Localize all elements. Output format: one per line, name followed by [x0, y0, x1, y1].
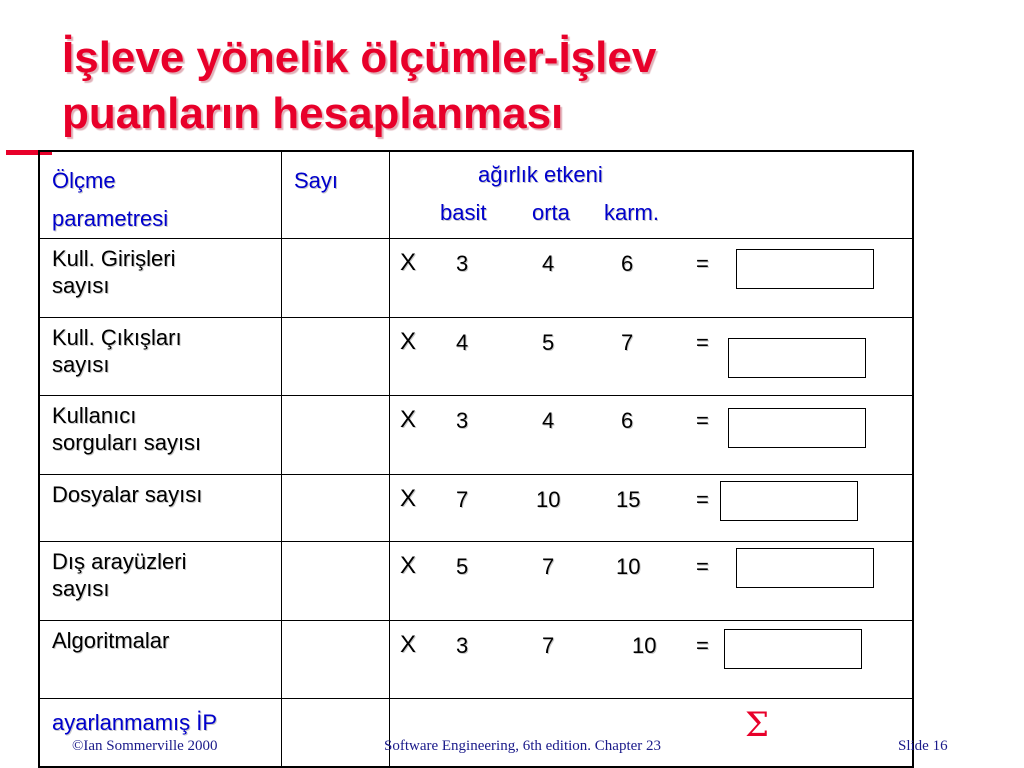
row-parameter-line-2: sorguları sayısı — [52, 430, 202, 455]
row-complex-weight: 6 — [621, 408, 634, 433]
row-simple-weight: 7 — [456, 487, 469, 512]
function-point-table — [38, 150, 914, 768]
row-result-box[interactable] — [736, 249, 874, 289]
row-result-box[interactable] — [720, 481, 858, 521]
row-multiply-sign: X — [400, 485, 417, 512]
header-parameter-cell — [39, 151, 282, 239]
table-header-row — [39, 151, 913, 239]
table-row — [39, 542, 913, 621]
row-simple-weight: 3 — [456, 633, 469, 658]
row-parameter-line-1: Kull. Girişleri — [52, 246, 176, 271]
row-average-weight: 4 — [542, 408, 555, 433]
header-simple-label: basit — [440, 200, 487, 225]
header-count-cell — [282, 151, 390, 239]
row-multiply-sign: X — [400, 552, 417, 579]
footer-book-title: Software Engineering, 6th edition. Chapter 23 — [384, 738, 662, 754]
table-row — [39, 621, 913, 699]
row-result-box[interactable] — [736, 548, 874, 588]
row-complex-weight: 10 — [632, 633, 657, 658]
row-count-cell — [282, 542, 390, 621]
row-average-weight: 4 — [542, 251, 555, 276]
table-row — [39, 475, 913, 542]
row-equals-sign: = — [696, 487, 709, 512]
row-parameter-line-1: Kullanıcı — [52, 403, 137, 428]
row-multiply-sign: X — [400, 631, 417, 658]
row-count-cell — [282, 621, 390, 699]
sigma-symbol: Σ — [745, 705, 770, 745]
row-result-box[interactable] — [724, 629, 862, 669]
row-parameter-line-1: Kull. Çıkışları — [52, 325, 182, 350]
row-parameter-line-2: sayısı — [52, 352, 110, 377]
row-multiply-sign: X — [400, 328, 417, 355]
row-multiply-sign: X — [400, 406, 417, 433]
row-equals-sign: = — [696, 408, 709, 433]
row-complex-weight: 15 — [616, 487, 641, 512]
row-average-weight: 7 — [542, 554, 555, 579]
row-parameter-line-1: Dış arayüzleri — [52, 549, 187, 574]
row-count-cell — [282, 475, 390, 542]
header-weight-cell — [390, 151, 914, 239]
table-row — [39, 318, 913, 396]
row-parameter-line-2: sayısı — [52, 273, 110, 298]
row-average-weight: 10 — [536, 487, 561, 512]
footer-slide-number: Slide 16 — [898, 738, 948, 754]
row-multiply-sign: X — [400, 249, 417, 276]
row-equals-sign: = — [696, 251, 709, 276]
table-total-row — [39, 699, 913, 767]
row-parameter-line-1: Dosyalar sayısı — [52, 482, 203, 507]
header-count-label: Sayı — [294, 168, 339, 193]
row-simple-weight: 4 — [456, 330, 469, 355]
row-parameter-line-2: sayısı — [52, 576, 110, 601]
slide-title-line-1: İşleve yönelik ölçümler-İşlev — [62, 33, 657, 82]
row-simple-weight: 3 — [456, 251, 469, 276]
total-count-cell — [282, 699, 390, 767]
row-complex-weight: 7 — [621, 330, 634, 355]
slide-title-line-2: puanların hesaplanması — [62, 89, 564, 138]
row-count-cell — [282, 318, 390, 396]
row-parameter-line-1: Algoritmalar — [52, 628, 170, 653]
row-equals-sign: = — [696, 633, 709, 658]
total-value-cell — [390, 699, 914, 767]
slide-title — [62, 30, 962, 142]
header-average-label: orta — [532, 200, 570, 225]
row-simple-weight: 3 — [456, 408, 469, 433]
row-equals-sign: = — [696, 330, 709, 355]
row-average-weight: 7 — [542, 633, 555, 658]
table-row — [39, 239, 913, 318]
table-row — [39, 396, 913, 475]
row-equals-sign: = — [696, 554, 709, 579]
row-result-box[interactable] — [728, 338, 866, 378]
header-parameter-line-1: Ölçme — [52, 168, 116, 193]
row-result-box[interactable] — [728, 408, 866, 448]
total-label: ayarlanmamış İP — [52, 710, 218, 735]
row-simple-weight: 5 — [456, 554, 469, 579]
header-complex-label: karm. — [604, 200, 659, 225]
row-complex-weight: 6 — [621, 251, 634, 276]
row-count-cell — [282, 239, 390, 318]
header-weight-label: ağırlık etkeni — [478, 162, 603, 187]
footer-copyright: ©Ian Sommerville 2000 — [72, 738, 218, 754]
row-count-cell — [282, 396, 390, 475]
row-average-weight: 5 — [542, 330, 555, 355]
header-parameter-line-2: parametresi — [52, 206, 169, 231]
row-complex-weight: 10 — [616, 554, 641, 579]
